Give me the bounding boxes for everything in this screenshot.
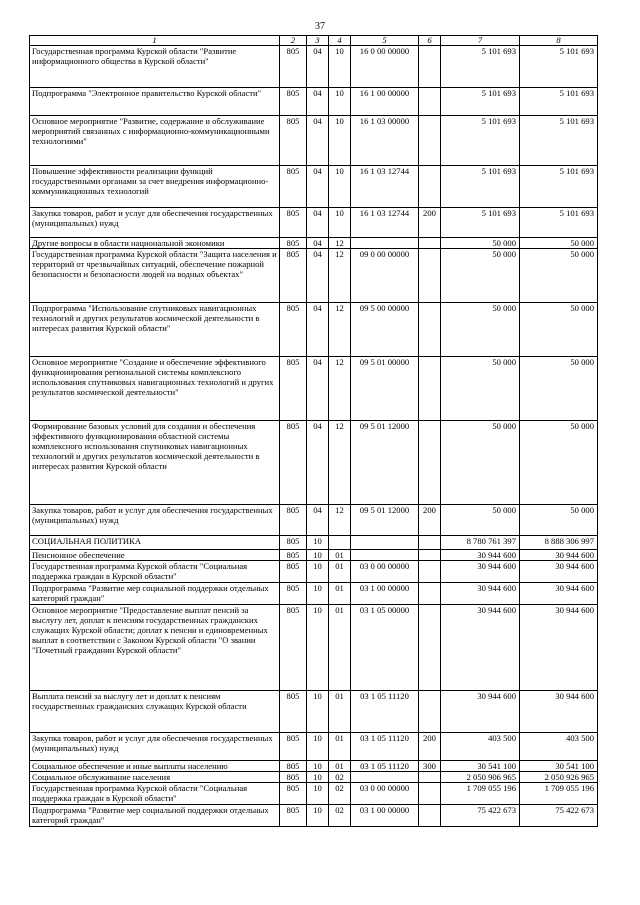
- row-expense-type-cell: [419, 166, 441, 208]
- row-amount-year2-cell: 50 000: [520, 357, 598, 421]
- row-amount-year2-cell: 50 000: [520, 303, 598, 357]
- table-row: [30, 536, 598, 550]
- row-admin-code-cell: 805: [280, 583, 307, 605]
- row-amount-year2-cell: 5 101 693: [520, 88, 598, 116]
- row-expense-type-cell: 200: [419, 505, 441, 536]
- row-expense-type-cell: [419, 536, 441, 550]
- table-row: [30, 88, 598, 116]
- row-section-cell: 04: [307, 116, 329, 166]
- row-target-article-cell: 03 0 00 00000: [351, 561, 419, 583]
- row-admin-code-cell: 805: [280, 691, 307, 733]
- table-row: [30, 583, 598, 605]
- row-target-article-cell: 03 0 00 00000: [351, 783, 419, 805]
- row-amount-year1-cell: 50 000: [441, 238, 520, 249]
- row-expense-type-cell: [419, 691, 441, 733]
- row-expense-type-cell: 300: [419, 761, 441, 772]
- row-amount-year2-cell: 5 101 693: [520, 46, 598, 88]
- table-row: [30, 238, 598, 249]
- row-amount-year1-cell: 30 944 600: [441, 605, 520, 691]
- table-row: [30, 116, 598, 166]
- table-row: [30, 166, 598, 208]
- row-amount-year1-cell: 50 000: [441, 421, 520, 505]
- row-section-cell: 04: [307, 357, 329, 421]
- row-amount-year1-cell: 50 000: [441, 505, 520, 536]
- row-expense-type-cell: [419, 550, 441, 561]
- row-amount-year2-cell: 1 709 055 196: [520, 783, 598, 805]
- row-admin-code-cell: 805: [280, 505, 307, 536]
- row-section-cell: 04: [307, 303, 329, 357]
- row-target-article-cell: 09 0 00 00000: [351, 249, 419, 303]
- row-subsection-cell: 10: [329, 166, 351, 208]
- row-subsection-cell: [329, 536, 351, 550]
- row-target-article-cell: [351, 772, 419, 783]
- table-row: [30, 805, 598, 827]
- row-subsection-cell: 01: [329, 583, 351, 605]
- row-amount-year2-cell: 50 000: [520, 421, 598, 505]
- row-expense-type-cell: [419, 238, 441, 249]
- column-header: 8: [520, 36, 598, 46]
- row-target-article-cell: 16 1 00 00000: [351, 88, 419, 116]
- row-section-cell: 10: [307, 583, 329, 605]
- row-section-cell: 04: [307, 166, 329, 208]
- row-subsection-cell: 12: [329, 249, 351, 303]
- table-row: [30, 691, 598, 733]
- row-section-cell: 04: [307, 88, 329, 116]
- row-name-cell: Государственная программа Курской области "Развитие информационного общества в Курской области": [30, 46, 280, 88]
- row-name-cell: Формирование базовых условий для создания и обеспечения эффективного функционирования областной системы комплексного использования спутниковых навигационных технологий и других результатов космической деятельности в интересах развития Курской области: [30, 421, 280, 505]
- row-amount-year2-cell: 30 944 600: [520, 691, 598, 733]
- table-row: [30, 208, 598, 238]
- row-admin-code-cell: 805: [280, 166, 307, 208]
- row-target-article-cell: 03 1 05 11120: [351, 761, 419, 772]
- column-header: 6: [419, 36, 441, 46]
- row-admin-code-cell: 805: [280, 46, 307, 88]
- row-admin-code-cell: 805: [280, 783, 307, 805]
- row-admin-code-cell: 805: [280, 208, 307, 238]
- row-amount-year2-cell: 30 944 600: [520, 550, 598, 561]
- row-amount-year1-cell: 5 101 693: [441, 116, 520, 166]
- row-subsection-cell: 10: [329, 46, 351, 88]
- row-amount-year1-cell: 5 101 693: [441, 46, 520, 88]
- row-amount-year2-cell: 5 101 693: [520, 116, 598, 166]
- table-row: [30, 605, 598, 691]
- row-admin-code-cell: 805: [280, 772, 307, 783]
- row-admin-code-cell: 805: [280, 357, 307, 421]
- row-name-cell: Подпрограмма "Развитие мер социальной поддержки отдельных категорий граждан": [30, 805, 280, 827]
- row-subsection-cell: 01: [329, 605, 351, 691]
- row-amount-year2-cell: 30 944 600: [520, 583, 598, 605]
- row-target-article-cell: 16 1 03 12744: [351, 166, 419, 208]
- row-amount-year2-cell: 5 101 693: [520, 208, 598, 238]
- row-admin-code-cell: 805: [280, 238, 307, 249]
- row-name-cell: Закупка товаров, работ и услуг для обеспечения государственных (муниципальных) нужд: [30, 733, 280, 761]
- row-amount-year2-cell: 5 101 693: [520, 166, 598, 208]
- row-admin-code-cell: 805: [280, 249, 307, 303]
- row-amount-year1-cell: 30 944 600: [441, 550, 520, 561]
- row-subsection-cell: 10: [329, 88, 351, 116]
- row-section-cell: 04: [307, 208, 329, 238]
- row-expense-type-cell: [419, 783, 441, 805]
- row-name-cell: Пенсионное обеспечение: [30, 550, 280, 561]
- row-expense-type-cell: 200: [419, 733, 441, 761]
- table-header-row: [30, 36, 598, 46]
- row-amount-year2-cell: 75 422 673: [520, 805, 598, 827]
- row-name-cell: Другие вопросы в области национальной экономики: [30, 238, 280, 249]
- row-expense-type-cell: [419, 116, 441, 166]
- row-section-cell: 10: [307, 783, 329, 805]
- row-section-cell: 10: [307, 550, 329, 561]
- row-amount-year1-cell: 75 422 673: [441, 805, 520, 827]
- row-target-article-cell: 03 1 05 00000: [351, 605, 419, 691]
- column-header: 7: [441, 36, 520, 46]
- row-amount-year2-cell: 403 500: [520, 733, 598, 761]
- row-amount-year2-cell: 30 944 600: [520, 605, 598, 691]
- row-amount-year1-cell: 8 780 761 397: [441, 536, 520, 550]
- row-admin-code-cell: 805: [280, 550, 307, 561]
- row-subsection-cell: 12: [329, 505, 351, 536]
- column-header: 1: [30, 36, 280, 46]
- row-target-article-cell: 16 1 03 12744: [351, 208, 419, 238]
- row-name-cell: Повышение эффективности реализации функций государственными органами за счет внедрения информационно-коммуникационных технологий: [30, 166, 280, 208]
- row-amount-year2-cell: 8 888 306 997: [520, 536, 598, 550]
- row-admin-code-cell: 805: [280, 88, 307, 116]
- row-expense-type-cell: [419, 772, 441, 783]
- row-expense-type-cell: [419, 805, 441, 827]
- row-amount-year2-cell: 2 050 926 965: [520, 772, 598, 783]
- row-amount-year2-cell: 30 541 100: [520, 761, 598, 772]
- row-target-article-cell: [351, 550, 419, 561]
- row-amount-year1-cell: 30 944 600: [441, 583, 520, 605]
- row-name-cell: Подпрограмма "Использование спутниковых навигационных технологий и других результатов космической деятельности в интересах развития Курской области": [30, 303, 280, 357]
- row-subsection-cell: 02: [329, 783, 351, 805]
- row-admin-code-cell: 805: [280, 605, 307, 691]
- row-subsection-cell: 12: [329, 421, 351, 505]
- row-section-cell: 10: [307, 733, 329, 761]
- column-header: 4: [329, 36, 351, 46]
- row-amount-year1-cell: 30 944 600: [441, 561, 520, 583]
- row-subsection-cell: 10: [329, 208, 351, 238]
- row-subsection-cell: 12: [329, 357, 351, 421]
- row-target-article-cell: [351, 238, 419, 249]
- row-name-cell: Подпрограмма "Электронное правительство Курской области": [30, 88, 280, 116]
- row-amount-year2-cell: 50 000: [520, 505, 598, 536]
- row-section-cell: 10: [307, 691, 329, 733]
- row-section-cell: 04: [307, 249, 329, 303]
- row-amount-year1-cell: 5 101 693: [441, 208, 520, 238]
- budget-table: [29, 35, 598, 827]
- row-admin-code-cell: 805: [280, 116, 307, 166]
- table-row: [30, 772, 598, 783]
- row-section-cell: 10: [307, 772, 329, 783]
- row-target-article-cell: 03 1 05 11120: [351, 691, 419, 733]
- row-target-article-cell: 09 5 00 00000: [351, 303, 419, 357]
- column-header: 5: [351, 36, 419, 46]
- row-amount-year1-cell: 5 101 693: [441, 166, 520, 208]
- row-target-article-cell: 03 1 05 11120: [351, 733, 419, 761]
- row-section-cell: 04: [307, 238, 329, 249]
- row-expense-type-cell: [419, 46, 441, 88]
- row-target-article-cell: 16 0 00 00000: [351, 46, 419, 88]
- row-amount-year1-cell: 30 944 600: [441, 691, 520, 733]
- column-header: 3: [307, 36, 329, 46]
- row-expense-type-cell: [419, 88, 441, 116]
- row-amount-year2-cell: 30 944 600: [520, 561, 598, 583]
- row-amount-year1-cell: 2 050 906 965: [441, 772, 520, 783]
- row-target-article-cell: 03 1 00 00000: [351, 583, 419, 605]
- row-amount-year1-cell: 5 101 693: [441, 88, 520, 116]
- row-admin-code-cell: 805: [280, 561, 307, 583]
- table-row: [30, 505, 598, 536]
- row-subsection-cell: 01: [329, 550, 351, 561]
- column-header: 2: [280, 36, 307, 46]
- row-admin-code-cell: 805: [280, 421, 307, 505]
- table-row: [30, 303, 598, 357]
- row-target-article-cell: 03 1 00 00000: [351, 805, 419, 827]
- row-section-cell: 10: [307, 536, 329, 550]
- row-target-article-cell: 09 5 01 12000: [351, 421, 419, 505]
- row-section-cell: 10: [307, 805, 329, 827]
- row-name-cell: Основное мероприятие "Предоставление выплат пенсий за выслугу лет, доплат к пенсиям государственных гражданских служащих Курской области; доплат к пенсии и единовременных выплат в соответствии с Законом Курской области "О звании "Почетный гражданин Курской области": [30, 605, 280, 691]
- row-section-cell: 10: [307, 605, 329, 691]
- table-row: [30, 783, 598, 805]
- row-admin-code-cell: 805: [280, 536, 307, 550]
- row-expense-type-cell: [419, 303, 441, 357]
- row-target-article-cell: 16 1 03 00000: [351, 116, 419, 166]
- table-row: [30, 421, 598, 505]
- row-subsection-cell: 01: [329, 561, 351, 583]
- row-name-cell: Выплата пенсий за выслугу лет и доплат к пенсиям государственных гражданских служащих Курской области: [30, 691, 280, 733]
- row-name-cell: СОЦИАЛЬНАЯ ПОЛИТИКА: [30, 536, 280, 550]
- row-amount-year2-cell: 50 000: [520, 238, 598, 249]
- table-row: [30, 550, 598, 561]
- row-admin-code-cell: 805: [280, 303, 307, 357]
- row-subsection-cell: 12: [329, 238, 351, 249]
- row-admin-code-cell: 805: [280, 761, 307, 772]
- row-name-cell: Подпрограмма "Развитие мер социальной поддержки отдельных категорий граждан": [30, 583, 280, 605]
- row-subsection-cell: 02: [329, 772, 351, 783]
- row-admin-code-cell: 805: [280, 733, 307, 761]
- row-expense-type-cell: 200: [419, 208, 441, 238]
- row-target-article-cell: 09 5 01 00000: [351, 357, 419, 421]
- row-subsection-cell: 02: [329, 805, 351, 827]
- row-target-article-cell: 09 5 01 12000: [351, 505, 419, 536]
- row-section-cell: 10: [307, 561, 329, 583]
- row-expense-type-cell: [419, 561, 441, 583]
- row-name-cell: Основное мероприятие "Развитие, содержание и обслуживание мероприятий связанных с информационно-коммуникационными технологиями": [30, 116, 280, 166]
- row-admin-code-cell: 805: [280, 805, 307, 827]
- table-row: [30, 357, 598, 421]
- row-section-cell: 04: [307, 505, 329, 536]
- row-subsection-cell: 01: [329, 761, 351, 772]
- row-section-cell: 04: [307, 46, 329, 88]
- row-amount-year1-cell: 30 541 100: [441, 761, 520, 772]
- row-subsection-cell: 01: [329, 733, 351, 761]
- row-amount-year1-cell: 50 000: [441, 357, 520, 421]
- row-section-cell: 10: [307, 761, 329, 772]
- row-expense-type-cell: [419, 583, 441, 605]
- row-subsection-cell: 12: [329, 303, 351, 357]
- row-name-cell: Государственная программа Курской области "Социальная поддержка граждан в Курской области": [30, 561, 280, 583]
- row-name-cell: Социальное обеспечение и иные выплаты населению: [30, 761, 280, 772]
- row-name-cell: Закупка товаров, работ и услуг для обеспечения государственных (муниципальных) нужд: [30, 505, 280, 536]
- row-name-cell: Социальное обслуживание населения: [30, 772, 280, 783]
- row-amount-year2-cell: 50 000: [520, 249, 598, 303]
- row-amount-year1-cell: 50 000: [441, 249, 520, 303]
- row-expense-type-cell: [419, 249, 441, 303]
- row-amount-year1-cell: 1 709 055 196: [441, 783, 520, 805]
- row-name-cell: Основное мероприятие "Создание и обеспечение эффективного функционирования региональной системы комплексного использования спутниковых навигационных технологий и других результатов космической деятельности": [30, 357, 280, 421]
- row-target-article-cell: [351, 536, 419, 550]
- row-expense-type-cell: [419, 605, 441, 691]
- table-row: [30, 561, 598, 583]
- row-amount-year1-cell: 403 500: [441, 733, 520, 761]
- row-subsection-cell: 01: [329, 691, 351, 733]
- row-name-cell: Государственная программа Курской области "Социальная поддержка граждан в Курской области": [30, 783, 280, 805]
- table-row: [30, 733, 598, 761]
- row-name-cell: Государственная программа Курской области "Защита населения и территорий от чрезвычайных ситуаций, обеспечение пожарной безопасности и безопасности людей на водных объектах": [30, 249, 280, 303]
- table-row: [30, 761, 598, 772]
- row-expense-type-cell: [419, 357, 441, 421]
- row-amount-year1-cell: 50 000: [441, 303, 520, 357]
- row-section-cell: 04: [307, 421, 329, 505]
- row-expense-type-cell: [419, 421, 441, 505]
- row-subsection-cell: 10: [329, 116, 351, 166]
- row-name-cell: Закупка товаров, работ и услуг для обеспечения государственных (муниципальных) нужд: [30, 208, 280, 238]
- table-row: [30, 249, 598, 303]
- table-row: [30, 46, 598, 88]
- page-number: 37: [315, 21, 325, 32]
